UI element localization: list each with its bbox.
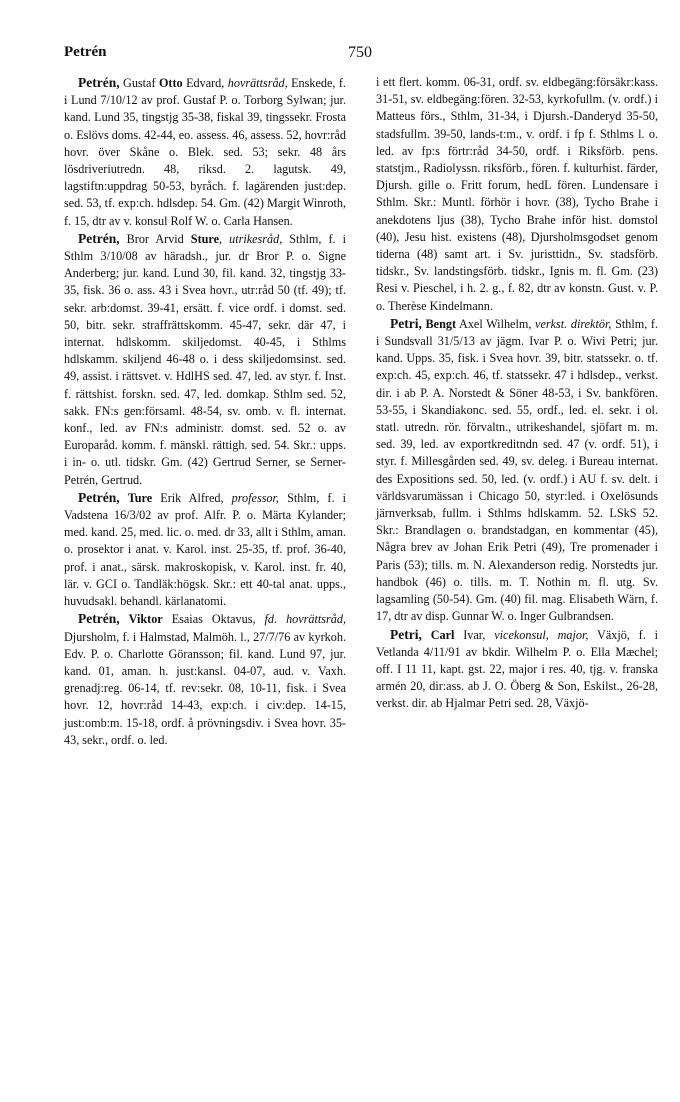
entry-call-name: Viktor (128, 612, 163, 627)
running-head: Petrén (64, 44, 107, 60)
biography-entry (376, 315, 658, 626)
entry-given-names-rest: Edvard, (182, 76, 228, 90)
right-column (376, 74, 658, 713)
entry-text: Sthlm, f. i Sthlm 3/10/08 av häradsh., jur. dr Bror P. o. Signe Anderberg; jur. kand. Lund 30, fil. kand. 32, tingstjg 33-35, fisk. 36 o. ass. 43 i Svea hovr., utr:råd 50 (tf. 49); tf. sekr. arb:domst. 39-41, ersätt. f. vice ordf. i domst. sed. 50, bitr. sekr. straffrättskomm. 45-47, sekr. där 47, i internat. hdlskomm. skiljedomst. 40-45, i Sthlms hdlskamm. skiljend 46-48 o. i dess skiljedomsinst. sed. 49, assist. i rättsvet. v. HdlHS sed. 47, led. av styr. f. Inst. f. rättshist. forskn. sed. 47, led. domkap. Sthlm sed. 52, sakk. FN:s gen:församl. 48-54, sv. omb. v. fl. internat. konf., led. av FN:s administr. domst. sed. 52 o. av Europaråd. komm. f. mänskl. rättigh. sed. 54. Skr.: upps. i in- o. utl. tidskr. Gm. (42) Gertrud Serner, se Serner-Petrén, Gertrud. (64, 231, 346, 487)
biography-entry (64, 230, 346, 489)
entry-given-names-rest: Axel Wilhelm, (456, 316, 536, 331)
biography-entry (64, 610, 346, 749)
entry-text: i ett flert. komm. 06-31, ordf. sv. eldbegäng:försäkr:kass. 31-51, sv. eldbegäng:fören. 32-53, kyrkofullm. (v. ordf.) i Matteus förs., Sthlm, 31-34, i Djursh.-Danderyd 35-50, stadsfullm. 39-50, lands-t:m., v. ordf. i fp f. Sthlms l. o. led. av fp:s förtr:råd 34-50, ordf. i Riksförb. pens. statstjm., Radiolyssn. riksförb., fören. f. kulturhist. färder, Djursh. gille o. Fritt forum, hedL fören. Lundensare i Sthlm. Skr.: Muntl. förhör i hovr. (38), Tycho Brahe i anekdotens ljus (38), Tycho Brahe inför hist. domstol (40), Jesu hist. existens (48), Djursholmsgodset genom tiderna (48) samt art. i Sv. juristtidn., Sv. stadsförb. tidskr., Sv. landstingsförb. tidskr., Ignis m. fl. Gm. (23) Resi v. Pieschel, i h. 2. g., f. 82, dtr av konstn. Gust. v. P. o. Therèse Kindelmann. (376, 75, 658, 313)
biography-entry (64, 74, 346, 230)
biography-entry (376, 626, 658, 713)
entry-given-names (120, 491, 128, 505)
entry-title: verkst. direktör, (535, 316, 612, 331)
biography-entry (64, 489, 346, 610)
biography-entry-continued (376, 74, 658, 315)
entry-text: Sthlm, f. i Sundsvall 31/5/13 av jägm. Ivar P. o. Wivi Petri; jur. kand. Upps. 35, fisk. i Svea hovr. 39, bitr. statssekr. o. tf. exp:ch. 45, exp:ch. 46, tf. statssekr. 47 i hdlsdep., verkst. dir. i ab P. A. Norstedt & Söner 48-53, i Sv. bankfören. 53-55, i Skandiakonc. sed. 55, ordf., led. el. sekr. i ol. statl. utredn. rör. förvaltn., utrikeshandel, sjöfart m. m. sed. 39, led. av exportkreditndn sed. 47 (v. ordf. 51), i styr. f. Millesgården sed. 49, sv. deleg. i Bureau internat. des Expositions sed. 50, led. (v. ordf.) i AU f. sv. delt. i världsvarumässan i Chicago 50, styr:led. i Oxelösunds järnverksab, fullm. i Sthlms hdlskamm. 52. LSkS 52. Skr.: Brandlagen o. brandstadgan, en kommentar (45), Några brev av Johan Erik Petri (49), Tre promenader i Paris (53); tills. m. N. Alexanderson redig. Norstedts jur. handbok (46) o. tills. m. T. Nothin m. fl. utg. Sv. lagsamling (50-54). Gm. (40) fil. mag. Elisabeth Wärn, f. 17, dtr av disp. Gunnar W. o. Inger Gulbrandsen. (376, 316, 659, 624)
entry-call-name: Ture (127, 490, 153, 505)
left-column (64, 74, 346, 749)
entry-surname: Petrén, (78, 611, 120, 627)
entry-given-names (422, 628, 431, 642)
page-number: 750 (348, 44, 372, 61)
entry-surname: Petrén, (78, 230, 120, 246)
entry-surname: Petri, (390, 626, 422, 642)
entry-title: hovrättsråd, (227, 76, 288, 90)
entry-title: professor, (231, 490, 279, 505)
entry-given-names: Gustaf (119, 76, 159, 90)
entry-text: Sthlm, f. i Vadstena 16/3/02 av prof. Alfr. P. o. Märta Kylander; med. kand. 25, med. lic. o. med. dr 33, allt i Sthlm, aman. o. prosektor i anat. v. Karol. inst. 25-35, tf. prof. 36-40, prof. i anat., särsk. makroskopisk, v. Karol. inst. fr. 40, lär. v. GCI o. Tandläk:högsk. Skr.: ett 40-tal anat. upps., huvudsakl. behandl. kärlanatomi. (64, 490, 346, 609)
entry-given-names (120, 612, 129, 626)
entry-text: Växjö, f. i Vetlanda 4/11/91 av bkdir. Wilhelm P. o. Ella Mæchel; off. I 11 11, kapt. gst. 22, major i res. 40, tjg. v. franska armén 20, dir:ass. ab J. O. Öberg & Son, Eskilst., 26-28, verkst. dir. ab Hjalmar Petri sed. 28, Växjö- (376, 627, 659, 711)
entry-title: utrikesråd, (229, 231, 283, 246)
entry-given-names-rest: Ivar, (454, 627, 495, 642)
entry-surname: Petrén, (78, 75, 120, 90)
entry-text: Enskede, f. i Lund 7/10/12 av prof. Gustaf P. o. Torborg Sylwan; jur. kand. Lund 35, tingstjg 35-38, fiskal 39, tingssekr. Frosta o. Eslövs doms. 42-44, eo. assess. 46, assess. 52, hovr:råd hovr. över Skåne o. Blek. sed. 53; sekr. 48 års lösdriveriutredn. 48, riksd. 2. lagutsk. 49, lagstiftn:uppdrag 50-53, byråch. f. lagärenden just:dep. sed. 53, tf. exp:ch. hdlsdep. 54. Gm. (42) Margit Winroth, f. 15, dtr av v. konsul Rolf W. o. Carla Hansen. (64, 76, 346, 228)
entry-given-names: Bror Arvid (119, 231, 191, 246)
entry-call-name: Bengt (425, 316, 457, 331)
entry-surname: Petri, (390, 315, 422, 331)
page-header (0, 44, 680, 68)
entry-given-names-rest: , (219, 231, 230, 246)
entry-given-names-rest: Erik Alfred, (152, 490, 232, 505)
entry-surname: Petrén, (78, 489, 120, 505)
entry-text: Djursholm, f. i Halmstad, Malmöh. l., 27/7/76 av kyrkoh. Edv. P. o. Charlotte Göransson; fil. kand. Lund 97, jur. kand. 01, aman. h. just:kansl. 04-07, aud. v. Vaxh. grenadj:reg. 06-14, tf. rev:sekr. 08, 10-11, fisk. i Svea hovr. 12, hovr:råd 14-43, exp:ch. i civ:dep. 14-15, just:omb:m. 15-18, ordf. å prövningsdiv. i Svea hovr. 35-43, sekr., ordf. o. led. (64, 629, 346, 747)
entry-call-name: Sture (190, 231, 220, 246)
entry-given-names-rest: Esaias Oktavus, (162, 612, 265, 627)
entry-call-name: Carl (430, 627, 455, 642)
entry-title: fd. hovrättsråd, (264, 612, 347, 627)
entry-call-name: Otto (158, 76, 183, 90)
entry-title: vicekonsul, major, (494, 627, 589, 642)
